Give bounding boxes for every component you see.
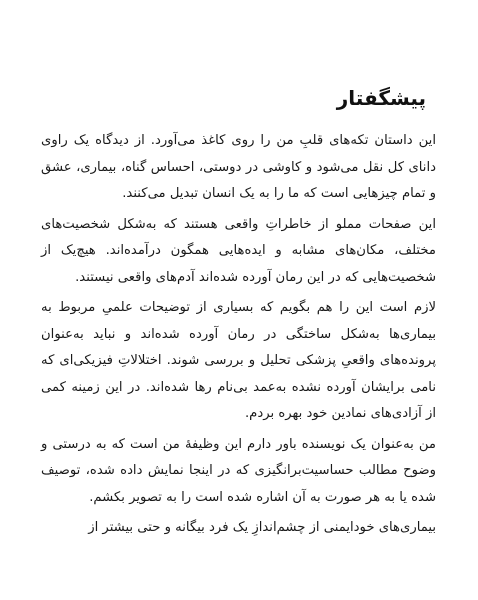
body-text [41,128,436,546]
paragraph: بیماری‌های خودایمنی از چشم‌اندازِ یک فرد بیگانه و حتی بیشتر از [88,520,436,535]
paragraph: این صفحات مملو از خاطراتِ واقعی هستند که به‌شکل شخصیت‌های مختلف، مکان‌های مشابه و ایده‌هایی همگون درآمده‌اند. هیچ‌یک از شخصیت‌هایی که در این رمان آورده شده‌اند آدم‌های واقعی نیستند. [41,216,436,285]
page-heading: پیشگفتار [336,86,426,110]
paragraph: لازم است این را هم بگویم که بسیاری از توضیحات علمیِ مربوط به بیماری‌ها به‌شکل ساختگی در رمان آورده شده‌اند و نباید به‌عنوان پرونده‌های واقعیِ پزشکی تحلیل و بررسی شوند. اختلالاتِ فیزیکی‌ای که نامی برایشان آورده نشده به‌عمد بی‌نام رها شده‌اند. در این زمینه کمی از آزادی‌های نمادین خود بهره بردم. [41,300,436,421]
paragraph: من به‌عنوان یک نویسنده باور دارم این وظیفهٔ من است که به درستی و وضوح مطالب حساسیت‌برانگیزی که در اینجا نمایش داده شده، توصیف شده یا به هر صورت به آن اشاره شده است را به تصویر بکشم. [41,436,436,505]
paragraph: این داستان تکه‌های قلبِ من را روی کاغذ می‌آورد. از دیدگاه یک راوی دانای کل نقل می‌شود و کاوشی در دوستی، احساس گناه، بیماری، عشق و تمام چیزهایی است که ما را به یک انسان تبدیل می‌کنند. [41,133,436,201]
